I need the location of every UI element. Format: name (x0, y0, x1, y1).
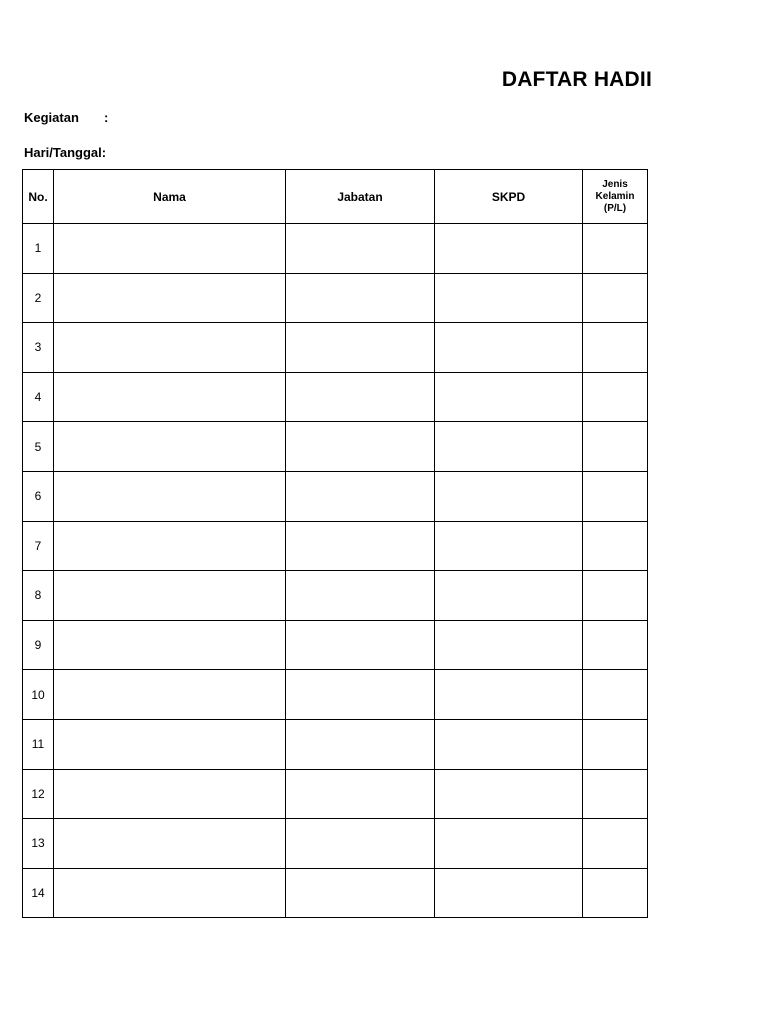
cell-skpd (435, 819, 583, 869)
header-nama: Nama (54, 170, 286, 224)
table-row (23, 620, 648, 670)
cell-jabatan (286, 868, 435, 918)
cell-jenis-kelamin (583, 819, 648, 869)
cell-no: 5 (23, 422, 54, 472)
cell-no: 3 (23, 323, 54, 373)
attendance-table (22, 169, 648, 918)
cell-jenis-kelamin (583, 670, 648, 720)
cell-jabatan (286, 769, 435, 819)
cell-jabatan (286, 620, 435, 670)
table-row (23, 521, 648, 571)
cell-nama (54, 620, 286, 670)
cell-jabatan (286, 670, 435, 720)
table-row (23, 769, 648, 819)
kegiatan-field (24, 110, 109, 125)
cell-jenis-kelamin (583, 620, 648, 670)
cell-no: 2 (23, 273, 54, 323)
cell-jenis-kelamin (583, 868, 648, 918)
table-row (23, 471, 648, 521)
cell-jabatan (286, 422, 435, 472)
cell-nama (54, 670, 286, 720)
cell-skpd (435, 273, 583, 323)
table-row (23, 273, 648, 323)
cell-jenis-kelamin (583, 372, 648, 422)
cell-skpd (435, 719, 583, 769)
cell-jenis-kelamin (583, 422, 648, 472)
cell-jenis-kelamin (583, 521, 648, 571)
cell-nama (54, 819, 286, 869)
cell-no: 4 (23, 372, 54, 422)
table-row (23, 323, 648, 373)
kegiatan-colon: : (104, 110, 109, 125)
hari-tanggal-field (24, 145, 106, 160)
cell-no: 1 (23, 224, 54, 274)
cell-jabatan (286, 273, 435, 323)
cell-skpd (435, 769, 583, 819)
cell-jenis-kelamin (583, 224, 648, 274)
cell-no: 9 (23, 620, 54, 670)
cell-nama (54, 769, 286, 819)
cell-nama (54, 868, 286, 918)
cell-no: 10 (23, 670, 54, 720)
hari-tanggal-label: Hari/Tanggal: (24, 145, 107, 160)
header-jabatan: Jabatan (286, 170, 435, 224)
cell-nama (54, 521, 286, 571)
cell-nama (54, 273, 286, 323)
cell-no: 12 (23, 769, 54, 819)
cell-nama (54, 571, 286, 621)
header-jenis-line2: Kelamin (595, 190, 635, 202)
cell-no: 6 (23, 471, 54, 521)
cell-skpd (435, 521, 583, 571)
cell-no: 7 (23, 521, 54, 571)
header-jenis-line3: (P/L) (603, 202, 627, 214)
cell-skpd (435, 670, 583, 720)
table-row (23, 719, 648, 769)
kegiatan-label: Kegiatan (24, 110, 79, 125)
cell-jenis-kelamin (583, 769, 648, 819)
header-no: No. (23, 170, 54, 224)
cell-nama (54, 372, 286, 422)
table-row (23, 224, 648, 274)
cell-skpd (435, 471, 583, 521)
cell-jenis-kelamin (583, 719, 648, 769)
cell-skpd (435, 372, 583, 422)
cell-jabatan (286, 224, 435, 274)
cell-nama (54, 422, 286, 472)
cell-jabatan (286, 471, 435, 521)
cell-skpd (435, 868, 583, 918)
cell-jabatan (286, 372, 435, 422)
header-jenis-kelamin (583, 170, 648, 224)
table-row (23, 670, 648, 720)
cell-jabatan (286, 521, 435, 571)
cell-jenis-kelamin (583, 471, 648, 521)
cell-no: 13 (23, 819, 54, 869)
cell-nama (54, 719, 286, 769)
cell-jabatan (286, 323, 435, 373)
cell-skpd (435, 620, 583, 670)
cell-no: 11 (23, 719, 54, 769)
document-title: DAFTAR HADII (501, 68, 652, 91)
cell-jabatan (286, 719, 435, 769)
cell-no: 14 (23, 868, 54, 918)
cell-nama (54, 323, 286, 373)
cell-jabatan (286, 571, 435, 621)
cell-skpd (435, 571, 583, 621)
cell-no: 8 (23, 571, 54, 621)
header-jenis-line1: Jenis (602, 178, 628, 190)
cell-nama (54, 224, 286, 274)
table-row (23, 422, 648, 472)
cell-jenis-kelamin (583, 323, 648, 373)
cell-skpd (435, 224, 583, 274)
cell-nama (54, 471, 286, 521)
table-header-row (23, 170, 648, 224)
header-skpd: SKPD (435, 170, 583, 224)
table-row (23, 571, 648, 621)
table-row (23, 372, 648, 422)
cell-jabatan (286, 819, 435, 869)
cell-jenis-kelamin (583, 273, 648, 323)
cell-skpd (435, 323, 583, 373)
table-row (23, 868, 648, 918)
cell-jenis-kelamin (583, 571, 648, 621)
table-row (23, 819, 648, 869)
cell-skpd (435, 422, 583, 472)
